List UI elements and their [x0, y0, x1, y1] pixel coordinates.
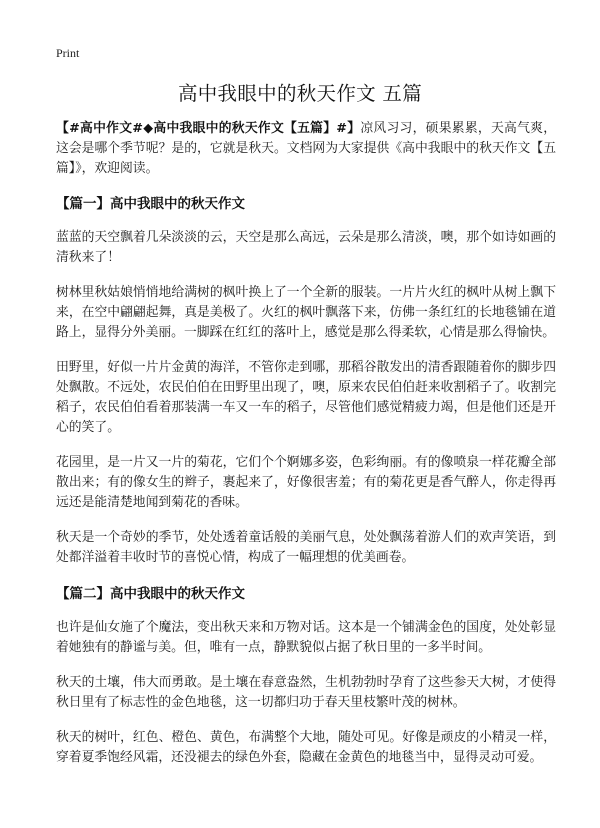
- intro-text: 凉风习习，硕果累累，天高气爽，这会是哪个季节呢？是的，它就是秋天。文档网为大家提供《高中我眼中的秋天作文【五篇】》，欢迎阅读。: [56, 121, 556, 176]
- section-paragraph: 秋天是一个奇妙的季节，处处透着童话般的美丽气息，处处飘荡着游人们的欢声笑语，到处都洋溢着丰收时节的喜悦心情，构成了一幅理想的优美画卷。: [56, 530, 556, 565]
- section-paragraph: 也许是仙女施了个魔法，变出秋天来和万物对话。这本是一个铺满金色的国度，处处彰显着她独有的静谧与美。但，唯有一点，静默貌似占据了秋日里的一多半时间。: [56, 620, 556, 655]
- section-heading: 【篇二】高中我眼中的秋天作文: [56, 586, 245, 602]
- section-paragraph: 秋天的树叶，红色、橙色、黄色，布满整个大地，随处可见。好像是顽皮的小精灵一样，穿着夏季饱经风霜，还没褪去的绿色外套，隐藏在金黄色的地毯当中，显得灵动可爱。: [56, 730, 556, 765]
- section-heading: 【篇一】高中我眼中的秋天作文: [56, 196, 245, 212]
- section-paragraph: 秋天的土壤，伟大而勇敢。是土壤在春意盎然，生机勃勃时孕育了这些参天大树，才使得秋日里有了标志性的金色地毯，这一切都归功于春天里枝繁叶茂的树林。: [56, 675, 556, 710]
- print-link[interactable]: Print: [56, 46, 80, 60]
- section-1: [56, 194, 556, 568]
- intro-paragraph: [56, 119, 556, 179]
- section-2: [56, 584, 556, 768]
- section-paragraph: 树林里秋姑娘悄悄地给满树的枫叶换上了一个全新的服装。一片片火红的枫叶从树上飘下来，在空中翩翩起舞，真是美极了。火红的枫叶飘落下来，仿佛一条红红的长地毯铺在道路上，显得分外美丽。一脚踩在红红的落叶上，感觉是那么得柔软，心情是那么得愉快。: [56, 285, 556, 340]
- section-paragraph: 蓝蓝的天空飘着几朵淡淡的云，天空是那么高远，云朵是那么清淡，噢，那个如诗如画的清秋来了！: [56, 230, 556, 265]
- article-body: [56, 119, 556, 783]
- intro-tag-line: 【#高中作文#◆高中我眼中的秋天作文【五篇】#】: [56, 121, 361, 136]
- section-paragraph: 花园里，是一片又一片的菊花，它们个个婀娜多姿，色彩绚丽。有的像喷泉一样花瓣全部散出来；有的像女生的辫子，裹起来了，好像很害羞；有的菊花更是香气醉人，你走得再远还是能清楚地闻到菊花的香味。: [56, 455, 556, 510]
- page-title: 高中我眼中的秋天作文 五篇: [177, 82, 423, 105]
- section-paragraph: 田野里，好似一片片金黄的海洋，不管你走到哪，那稻谷散发出的清香跟随着你的脚步四处飘散。不远处，农民伯伯在田野里出现了，噢，原来农民伯伯赶来收割稻子了。收割完稻子，农民伯伯看着那装满一车又一车的稻子，尽管他们感觉精疲力竭，但是他们还是开心的笑了。: [56, 360, 556, 435]
